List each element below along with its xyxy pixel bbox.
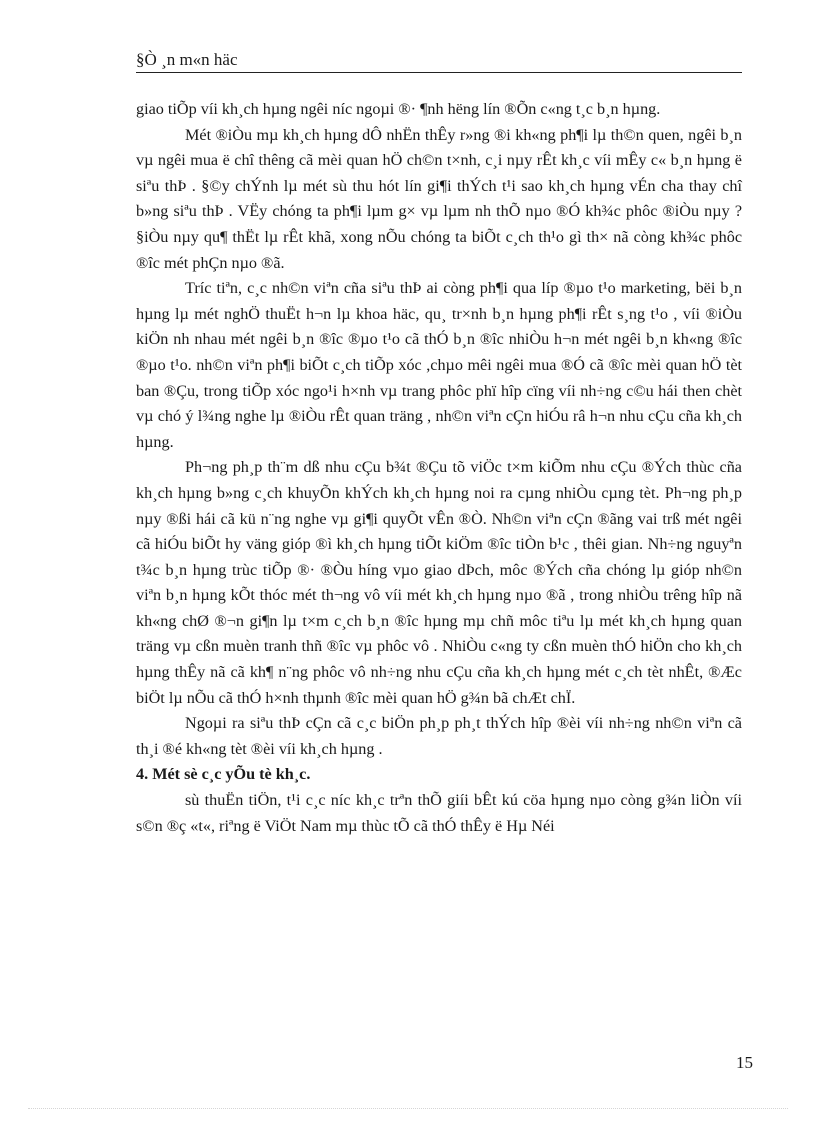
header-title: §Ò ¸n m«n häc [136, 50, 238, 69]
paragraph-6: sù thuËn tiÖn, t¹i c¸c níc kh¸c trªn thÕ giíi bÊt kú cöa hµng nµo còng g¾n liÒn víi s©n ®ç «t«, riªng ë ViÖt Nam mµ thùc tÕ cã thÓ thÊy ë Hµ Néi [136, 791, 742, 835]
section-heading: 4. Mét sè c¸c yÕu tè kh¸c. [136, 765, 311, 784]
page-header [136, 50, 742, 73]
footer-rule [28, 1108, 788, 1109]
page-number: 15 [736, 1053, 753, 1072]
paragraph-1: giao tiÕp víi kh¸ch hµng ngêi níc ngoµi ®· ¶nh hëng lín ®Õn c«ng t¸c b¸n hµng. [136, 100, 661, 118]
paragraph-3: Tríc tiªn, c¸c nh©n viªn cña siªu thÞ ai còng ph¶i qua líp ®µo t¹o marketing, bëi b¸n hµng lµ mét nghÖ thuËt h¬n lµ khoa häc, qu¸ tr×nh b¸n hµng ph¶i rÊt s¸ng t¹o , víi ®iÒu kiÖn nh nhau mét ngêi b¸n ®îc ®µo t¹o cã thÓ b¸n ®îc nhiÒu h¬n mét ngêi b¸n kh«ng ®îc ®µo t¹o. nh©n viªn ph¶i biÕt c¸ch tiÕp xóc ,chµo mêi ngêi mua ®Ó cã ®îc mèi quan hÖ tèt ban ®Çu, trong tiÕp xóc ngo¹i h×nh vµ trang phôc phï hîp cïng víi nh÷ng c©u hái then chèt vµ chó ý l¾ng nghe lµ ®iÒu rÊt quan träng , nh©n viªn cÇn hiÓu râ h¬n nhu cÇu cña kh¸ch hµng. [136, 279, 742, 451]
paragraph-4: Ph¬ng ph¸p th¨m dß nhu cÇu b¾t ®Çu tõ viÖc t×m kiÕm nhu cÇu ®Ých thùc cña kh¸ch hµng b»ng c¸ch khuyÕn khÝch kh¸ch hµng noi ra cµng nhiÒu cµng tèt. Ph¬ng ph¸p nµy ®ßi hái cã kü n¨ng nghe vµ gi¶i quyÕt vÊn ®Ò. Nh©n viªn cÇn ®ãng vai trß mét ngêi cã hiÓu biÕt hy väng gióp ®ì kh¸ch hµng tiÕt kiÖm ®îc tiÒn b¹c , thêi gian. Nh÷ng nguyªn t¾c b¸n hµng trùc tiÕp ®· ®Òu híng vµo giao dÞch, môc ®Ých cña chóng lµ gióp nh©n viªn b¸n hµng kÕt thóc mét th¬ng vô víi mét kh¸ch hµng nµo ®ã , trong nhiÒu trêng hîp nã kh«ng chØ ®¬n gi¶n lµ t×m c¸ch b¸n ®îc hµng mµ chñ môc tiªu lµ mét kh¸ch hµng quan träng vµ cßn muèn tranh thñ ®îc vµ phôc vô . NhiÒu c«ng ty cßn muèn thÓ hiÖn cho kh¸ch hµng thÊy nã cã kh¶ n¨ng phôc vô nh÷ng nhu cÇu cña kh¸ch hµng mét c¸ch tèt nhÊt, ®Æc biÖt lµ nÕu cã thÓ h×nh thµnh ®îc mèi quan hÖ g¾n bã chÆt chÏ. [136, 458, 742, 707]
paragraph-2: Mét ®iÒu mµ kh¸ch hµng dÔ nhËn thÊy r»ng ®i kh«ng ph¶i lµ th©n quen, ngêi b¸n vµ ngêi mua ë chî thêng cã mèi quan hÖ ch©n t×nh, c¸i nµy rÊt kh¸c víi mÊy c« b¸n hµng ë siªu thÞ . §©y chÝnh lµ mét sù thu hót lín gi¶i thÝch t¹i sao kh¸ch hµng vÉn cha thay chî b»ng siªu thÞ . VËy chóng ta ph¶i lµm g× vµ lµm nh thÕ nµo ®Ó kh¾c phôc ®iÒu nµy ?§iÒu nµy qu¶ thËt lµ rÊt khã, xong nÕu chóng ta biÕt c¸ch th¹o gì th× nã còng kh¾c phôc ®îc mét phÇn nµo ®ã. [136, 125, 742, 272]
body-text [136, 97, 742, 839]
paragraph-5: Ngoµi ra siªu thÞ cÇn cã c¸c biÖn ph¸p ph¸t thÝch hîp ®èi víi nh÷ng nh©n viªn cã th¸i ®é kh«ng tèt ®èi víi kh¸ch hµng . [136, 714, 742, 758]
